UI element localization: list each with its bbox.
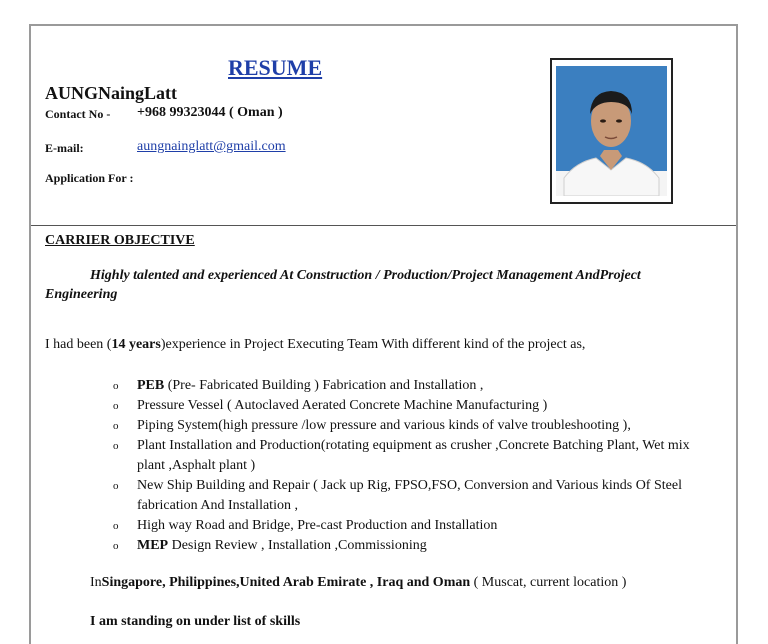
- application-label: Application For :: [45, 171, 134, 185]
- header-divider: [31, 225, 736, 226]
- person-photo-icon: [556, 66, 667, 196]
- profile-photo-frame: [550, 58, 673, 204]
- bullet-icon: o: [113, 540, 119, 552]
- bullet-icon: o: [113, 440, 119, 452]
- experience-intro: [45, 337, 585, 353]
- locations-suffix: ( Muscat, current location ): [470, 575, 627, 590]
- item-bold: PEB: [137, 378, 165, 393]
- bullet-icon: o: [113, 380, 119, 392]
- list-item: [113, 416, 713, 436]
- objective-text: Highly talented and experienced At Construction / Production/Project Management AndProject Engineering: [45, 268, 641, 302]
- locations-prefix: In: [90, 575, 102, 590]
- item-text: Design Review , Installation ,Commissioning: [168, 538, 427, 553]
- list-item: [113, 436, 713, 476]
- profile-photo: [556, 66, 667, 196]
- list-item: [113, 396, 713, 416]
- list-item: [113, 536, 713, 556]
- intro-prefix: I had been (: [45, 337, 112, 352]
- resume-page: [29, 24, 738, 644]
- contact-label: Contact No -: [45, 107, 111, 121]
- item-text: High way Road and Bridge, Pre-cast Production and Installation: [137, 518, 498, 533]
- locations-countries: Singapore, Philippines,United Arab Emirate , Iraq and Oman: [101, 575, 471, 590]
- intro-suffix: )experience in Project Executing Team With different kind of the project as,: [160, 337, 586, 352]
- applicant-name: AUNGNaingLatt: [45, 83, 178, 103]
- item-text: Plant Installation and Production(rotating equipment as crusher ,Concrete Batching Plant, Wet mix plant ,Asphalt plant ): [137, 438, 690, 473]
- bullet-icon: o: [113, 420, 119, 432]
- objective-heading: CARRIER OBJECTIVE: [45, 233, 195, 248]
- bullet-icon: o: [113, 520, 119, 532]
- bullet-icon: o: [113, 480, 119, 492]
- project-list: [113, 376, 713, 556]
- list-item: [113, 476, 713, 516]
- email-link[interactable]: aungnainglatt@gmail.com: [137, 139, 286, 154]
- bullet-icon: o: [113, 400, 119, 412]
- email-label: E-mail:: [45, 141, 84, 155]
- item-text: New Ship Building and Repair ( Jack up Rig, FPSO,FSO, Conversion and Various kinds Of Steel fabrication And Installation ,: [137, 478, 682, 513]
- skills-heading: I am standing on under list of skills: [90, 614, 301, 629]
- intro-years: 14 years: [111, 337, 161, 352]
- list-item: [113, 376, 713, 396]
- resume-title: RESUME: [228, 55, 323, 80]
- item-text: Piping System(high pressure /low pressure and various kinds of valve troubleshooting ),: [137, 418, 631, 433]
- work-locations: [90, 575, 626, 591]
- list-item: [113, 516, 713, 536]
- contact-value: +968 99323044 ( Oman ): [137, 105, 283, 120]
- item-text: Pressure Vessel ( Autoclaved Aerated Concrete Machine Manufacturing ): [137, 398, 548, 413]
- item-bold: MEP: [137, 538, 169, 553]
- item-text: (Pre- Fabricated Building ) Fabrication and Installation ,: [164, 378, 484, 393]
